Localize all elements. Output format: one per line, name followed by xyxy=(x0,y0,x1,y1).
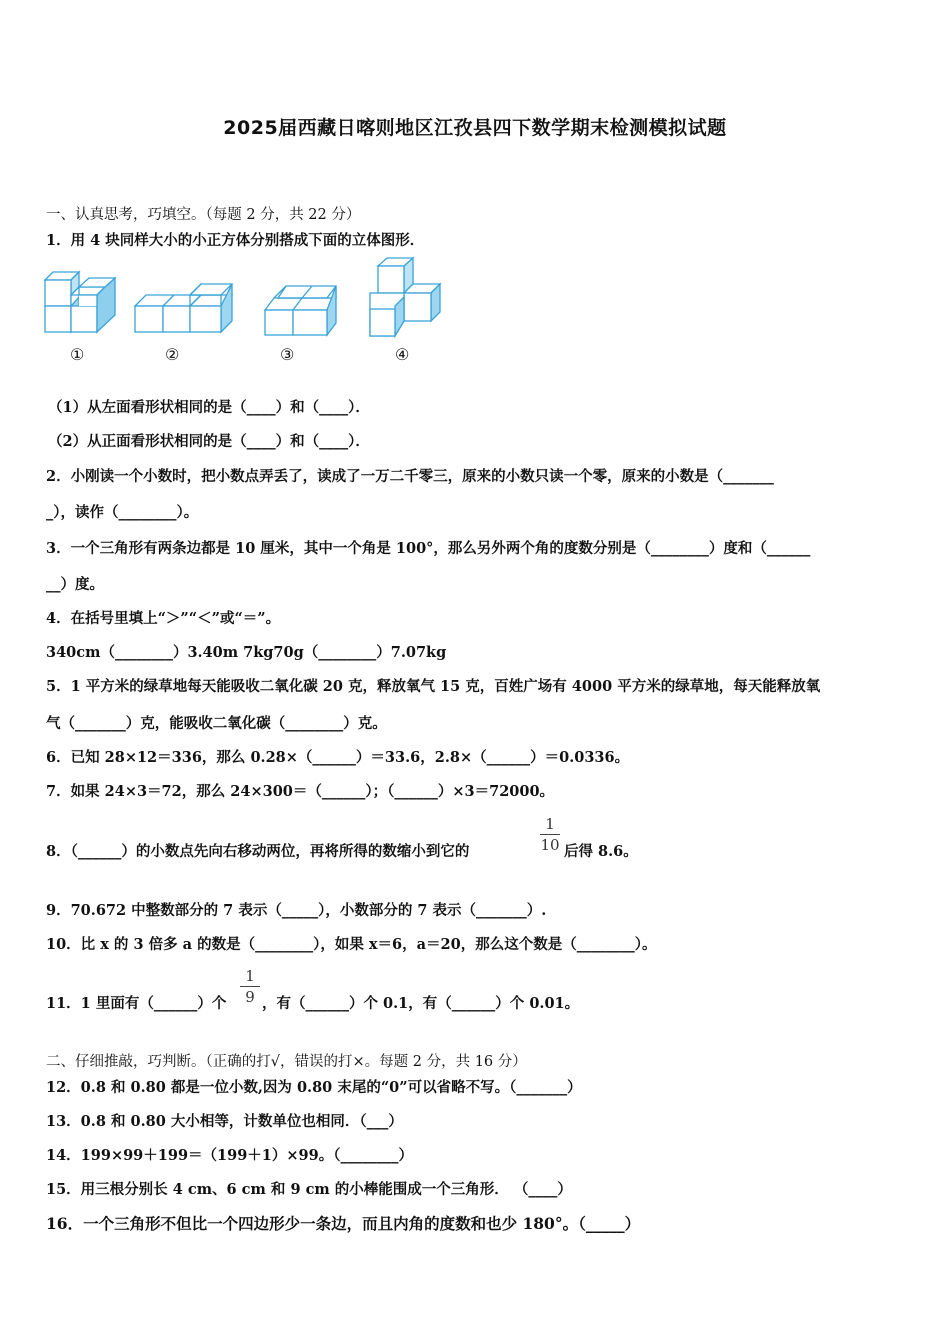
page-title: 2025届西藏日喀则地区江孜县四下数学期末检测模拟试题 xyxy=(223,117,727,139)
question-4: 4．在括号里填上“＞”“＜”或“＝”。 xyxy=(46,610,281,627)
question-11-fraction xyxy=(240,967,260,1006)
figure-4 xyxy=(370,258,440,336)
question-8-fraction xyxy=(540,815,560,854)
fraction-denominator: 10 xyxy=(540,836,560,854)
question-4-comparisons: 340cm（________）3.40m 7kg70g（________）7.07kg xyxy=(46,644,447,661)
figure-2 xyxy=(135,284,232,332)
question-9: 9．70.672 中整数部分的 7 表示（_____），小数部分的 7 表示（_______）. xyxy=(46,902,547,919)
question-3-line-2: __）度。 xyxy=(46,576,104,593)
figure-label-1: ① xyxy=(70,345,85,364)
figure-label-4: ④ xyxy=(395,345,410,364)
figure-label-3: ③ xyxy=(280,345,295,364)
question-5-line-2: 气（_______）克，能吸收二氧化碳（________）克。 xyxy=(46,715,387,732)
figure-1 xyxy=(45,272,115,332)
question-13: 13．0.8 和 0.80 大小相等，计数单位也相同．（___） xyxy=(46,1113,403,1130)
question-1-part-2: （2）从正面看形状相同的是（____）和（____）． xyxy=(48,433,370,450)
question-6: 6．已知 28×12＝336，那么 0.28×（______）＝33.6，2.8×（______）＝0.0336。 xyxy=(46,749,630,766)
section-2-heading: 二、仔细推敲，巧判断。（正确的打√，错误的打×。每题 2 分，共 16 分） xyxy=(46,1054,527,1070)
question-3-line-1: 3．一个三角形有两条边都是 10 厘米，其中一个角是 100°，那么另外两个角的度数分别是（________）度和（______ xyxy=(46,540,811,557)
question-8-text: 8．（______）的小数点先向右移动两位，再将所得的数缩小到它的 xyxy=(46,843,470,860)
fraction-numerator: 1 xyxy=(245,967,255,985)
question-10: 10．比 x 的 3 倍多 a 的数是（________），如果 x＝6，a＝20，那么这个数是（________）。 xyxy=(46,936,657,953)
question-14: 14．199×99＋199＝（199＋1）×99。（________） xyxy=(46,1147,413,1164)
question-1: 1．用 4 块同样大小的小正方体分别搭成下面的立体图形． xyxy=(46,232,425,249)
question-11-text-end: ，有（______）个 0.1，有（______）个 0.01。 xyxy=(262,995,580,1012)
question-7: 7．如果 24×3＝72，那么 24×300＝（______）；（______）×3＝72000。 xyxy=(46,783,555,800)
fraction-denominator: 9 xyxy=(245,988,255,1006)
question-5-line-1: 5．1 平方米的绿草地每天能吸收二氧化碳 20 克，释放氧气 15 克，百姓广场有 4000 平方米的绿草地，每天能释放氧 xyxy=(46,678,821,695)
section-1-heading: 一、认真思考，巧填空。（每题 2 分，共 22 分） xyxy=(46,207,361,223)
question-2-line-1: 2．小刚读一个小数时，把小数点弄丢了，读成了一万二千零三，原来的小数只读一个零，原来的小数是（_______ xyxy=(46,468,774,485)
fraction-numerator: 1 xyxy=(545,815,555,833)
question-11-text: 11．1 里面有（______）个 xyxy=(46,995,227,1012)
figure-label-2: ② xyxy=(165,345,180,364)
question-12: 12．0.8 和 0.80 都是一位小数,因为 0.80 末尾的“0”可以省略不写。（_______） xyxy=(46,1079,582,1096)
question-15: 15．用三根分别长 4 cm、6 cm 和 9 cm 的小棒能围成一个三角形． （____） xyxy=(46,1181,572,1198)
question-8-text-end: 后得 8.6。 xyxy=(564,843,638,860)
figure-3 xyxy=(265,286,336,335)
cube-figures xyxy=(40,250,460,340)
question-16: 16．一个三角形不但比一个四边形少一条边，而且内角的度数和也少 180°。（_____） xyxy=(46,1214,641,1233)
question-1-part-1: （1）从左面看形状相同的是（____）和（____）． xyxy=(48,399,370,416)
question-2-line-2: _），读作（________）。 xyxy=(46,504,199,521)
